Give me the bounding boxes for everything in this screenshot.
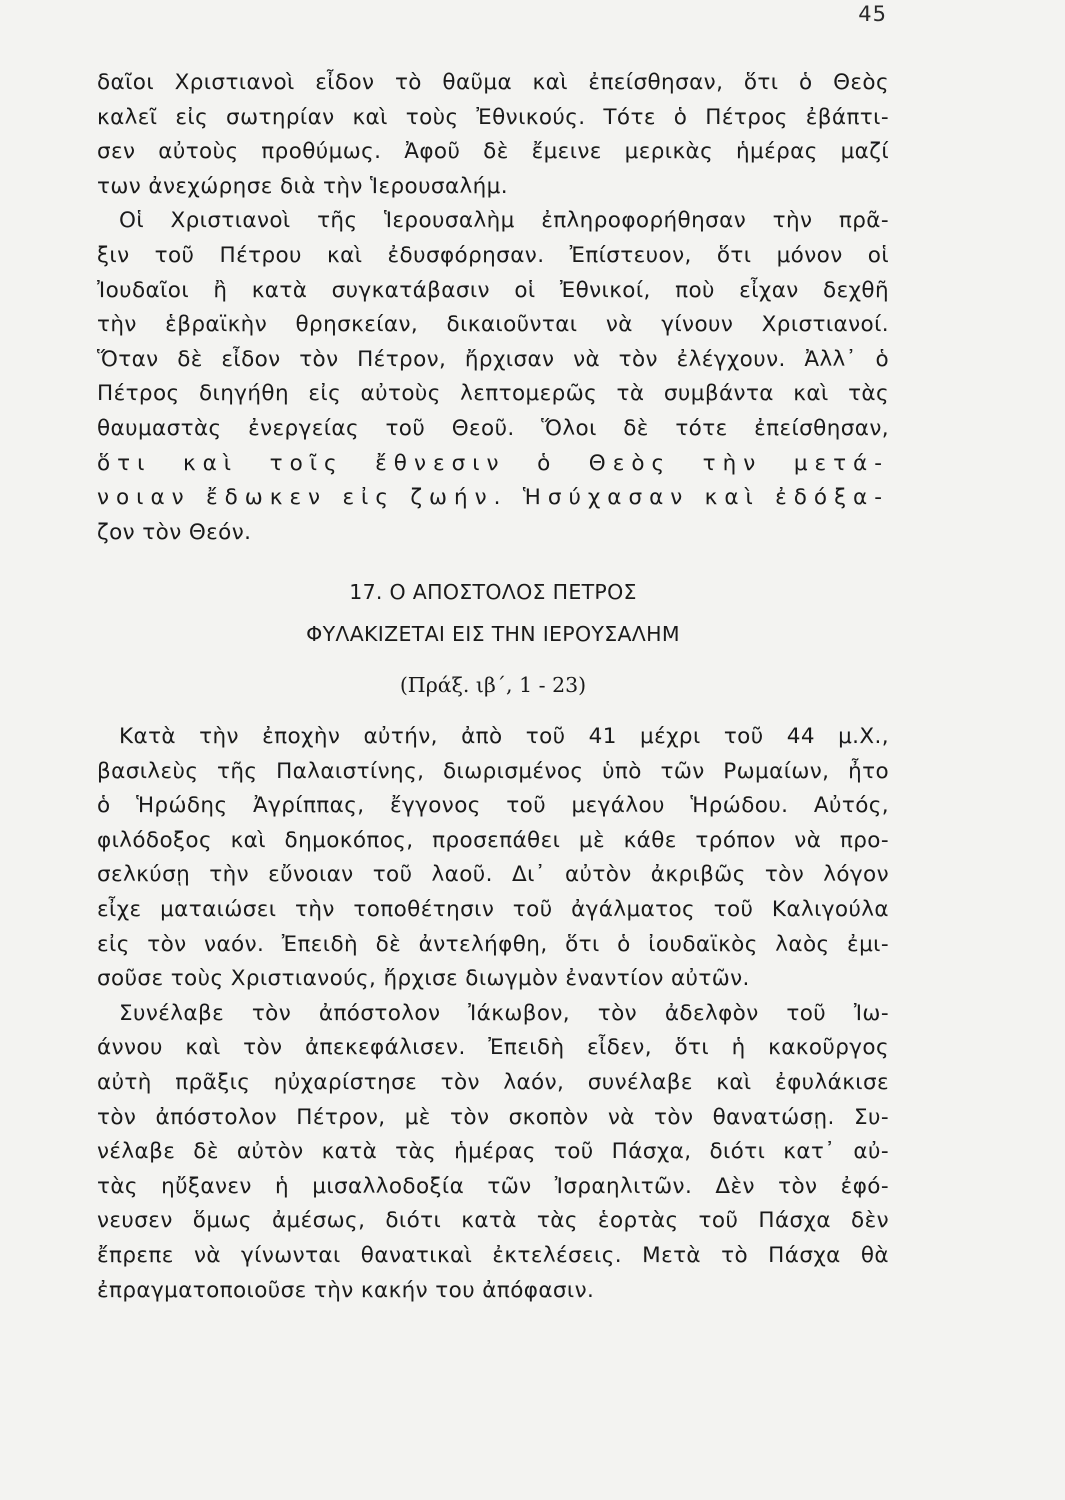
text-line: Κατὰ τὴν ἐποχὴν αὐτήν, ἀπὸ τοῦ 41 μέχρι τοῦ 44 μ.Χ., bbox=[119, 724, 889, 749]
text-line: καλεῖ εἰς σωτηρίαν καὶ τοὺς Ἐθνικούς. Τότε ὁ Πέτρος ἐβάπτι- bbox=[97, 104, 889, 130]
text-line: ὁ Ἡρώδης Ἀγρίππας, ἔγγονος τοῦ μεγάλου Ἡρώδου. Αὐτός, bbox=[97, 793, 889, 819]
text-line: ἔπρεπε νὰ γίνωνται θανατικαὶ ἐκτελέσεις. Μετὰ τὸ Πάσχα θὰ bbox=[97, 1242, 889, 1268]
text-line: σεν αὐτοὺς προθύμως. Ἀφοῦ δὲ ἔμεινε μερικὰς ἡμέρας μαζί bbox=[97, 139, 889, 165]
text-line: νοιαν ἔδωκεν εἰς ζωήν. Ἡσύχασαν καὶ ἐδόξα- bbox=[97, 485, 889, 511]
scripture-reference: (Πράξ. ιβ΄, 1 - 23) bbox=[399, 673, 587, 697]
text-line: ὅτι καὶ τοῖς ἔθνεσιν ὁ Θεὸς τὴν μετά- bbox=[97, 450, 889, 476]
text-line: νέλαβε δὲ αὐτὸν κατὰ τὰς ἡμέρας τοῦ Πάσχα, διότι κατ᾽ αὐ- bbox=[97, 1139, 889, 1165]
text-line: ζον τὸν Θεόν. bbox=[97, 519, 252, 545]
text-line: Ἰουδαῖοι ἢ κατὰ συγκατάβασιν οἱ Ἐθνικοί, ποὺ εἶχαν δεχθῆ bbox=[97, 277, 889, 303]
text-line: δαῖοι Χριστιανοὶ εἶδον τὸ θαῦμα καὶ ἐπείσθησαν, ὅτι ὁ Θεὸς bbox=[97, 70, 889, 95]
text-line: θαυμαστὰς ἐνεργείας τοῦ Θεοῦ. Ὅλοι δὲ τότε ἐπείσθησαν, bbox=[97, 415, 889, 441]
text-line: Ὅταν δὲ εἶδον τὸν Πέτρον, ἤρχισαν νὰ τὸν ἐλέγχουν. Ἀλλ᾽ ὁ bbox=[97, 346, 889, 372]
text-line: ξιν τοῦ Πέτρου καὶ ἐδυσφόρησαν. Ἐπίστευον, ὅτι μόνον οἱ bbox=[97, 242, 889, 268]
text-line: τὴν ἑβραϊκὴν θρησκείαν, δικαιοῦνται νὰ γίνουν Χριστιανοί. bbox=[97, 312, 889, 338]
text-line: εἶχε ματαιώσει τὴν τοποθέτησιν τοῦ ἀγάλματος τοῦ Καλιγούλα bbox=[97, 896, 889, 922]
text-line: Οἱ Χριστιανοὶ τῆς Ἱερουσαλὴμ ἐπληροφορήθησαν τὴν πρᾶ- bbox=[119, 208, 889, 234]
body-text-bottom bbox=[97, 720, 889, 1308]
text-line: βασιλεὺς τῆς Παλαιστίνης, διωρισμένος ὑπὸ τῶν Ρωμαίων, ἦτο bbox=[97, 758, 889, 784]
text-line: άννου καὶ τὸν ἀπεκεφάλισεν. Ἐπειδὴ εἶδεν, ὅτι ἡ κακοῦργος bbox=[97, 1035, 889, 1061]
text-line: σελκύσῃ τὴν εὔνοιαν τοῦ λαοῦ. Δι᾽ αὐτὸν ἀκριβῶς τὸν λόγον bbox=[97, 862, 889, 888]
text-line: Συνέλαβε τὸν ἀπόστολον Ἰάκωβον, τὸν ἀδελφὸν τοῦ Ἰω- bbox=[119, 1000, 889, 1026]
body-text-top bbox=[97, 66, 889, 550]
text-line: σοῦσε τοὺς Χριστιανούς, ἤρχισε διωγμὸν ἐναντίον αὐτῶν. bbox=[97, 966, 750, 992]
text-line: νευσεν ὅμως ἀμέσως, διότι κατὰ τὰς ἑορτὰς τοῦ Πάσχα δὲν bbox=[97, 1208, 889, 1234]
text-line: φιλόδοξος καὶ δημοκόπος, προσεπάθει μὲ κάθε τρόπον νὰ προ- bbox=[97, 827, 889, 853]
text-line: τὰς ηὔξανεν ἡ μισαλλοδοξία τῶν Ἰσραηλιτῶν. Δὲν τὸν ἐφό- bbox=[97, 1173, 889, 1199]
text-line: των ἀνεχώρησε διὰ τὴν Ἱερουσαλήμ. bbox=[97, 173, 508, 199]
text-line: τὸν ἀπόστολον Πέτρον, μὲ τὸν σκοπὸν νὰ τὸν θανατώσῃ. Συ- bbox=[97, 1104, 889, 1130]
text-line: αὐτὴ πρᾶξις ηὐχαρίστησε τὸν λαόν, συνέλαβε καὶ ἐφυλάκισε bbox=[97, 1069, 889, 1095]
text-line: εἰς τὸν ναόν. Ἐπειδὴ δὲ ἀντελήφθη, ὅτι ὁ ἰουδαϊκὸς λαὸς ἐμι- bbox=[97, 931, 889, 957]
text-line: ἐπραγματοποιοῦσε τὴν κακήν του ἀπόφασιν. bbox=[97, 1277, 595, 1303]
text-line: Πέτρος διηγήθη εἰς αὐτοὺς λεπτομερῶς τὰ συμβάντα καὶ τὰς bbox=[97, 381, 889, 407]
chapter-title-line-2: ΦΥΛΑΚΙΖΕΤΑΙ ΕΙΣ ΤΗΝ ΙΕΡΟΥΣΑΛΗΜ bbox=[306, 622, 680, 646]
page-number: 45 bbox=[858, 2, 887, 26]
chapter-title-line-1: 17. Ο ΑΠΟΣΤΟΛΟΣ ΠΕΤΡΟΣ bbox=[349, 580, 637, 604]
